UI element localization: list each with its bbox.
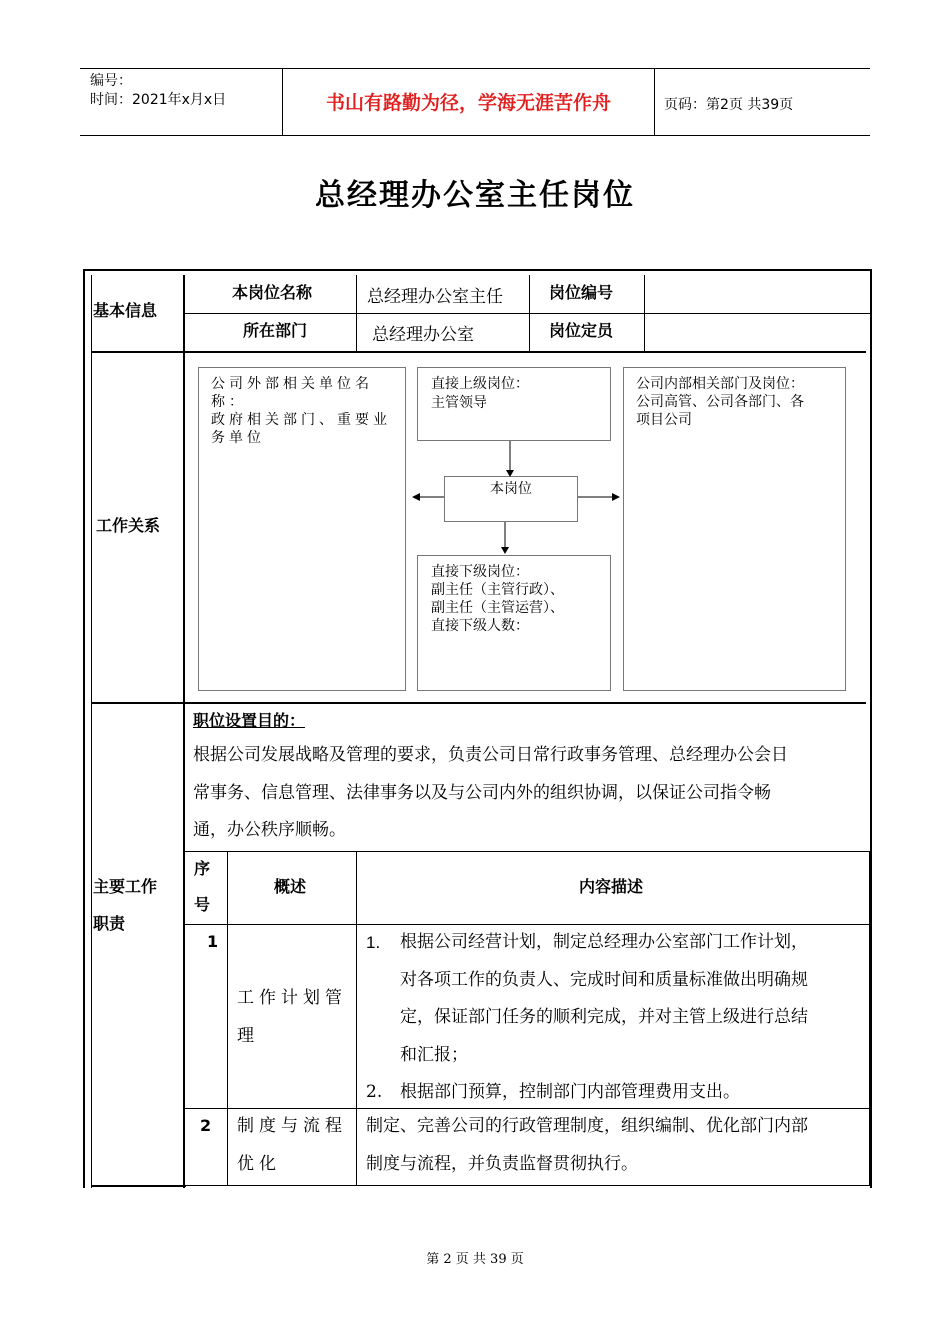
arrow-down-head-icon: [501, 547, 509, 554]
grid-line: [185, 1185, 870, 1186]
page-footer: 第 2 页 共 39 页: [426, 1252, 524, 1267]
purpose-text: [193, 737, 868, 850]
col-summary: 概述: [274, 877, 307, 896]
header-top-rule: [80, 68, 870, 69]
row-content-line: 制定、完善公司的行政管理制度，组织编制、优化部门内部: [366, 1116, 808, 1136]
grid-line: [529, 275, 530, 352]
subordinate-line: 副主任（主管行政）、: [431, 582, 564, 598]
row-content: [366, 1108, 866, 1183]
grid-line: [227, 851, 228, 1185]
row-summary: [237, 1108, 347, 1183]
staffing-label: 岗位定员: [549, 321, 614, 340]
arrow-right-head-icon: [612, 493, 620, 501]
superior-title: 直接上级岗位：: [431, 376, 529, 392]
grid-line: [356, 275, 357, 352]
header-bottom-rule: [80, 135, 870, 136]
external-units-line: 政府相关部门、重要业: [211, 412, 391, 428]
header-page-info: 页码：第2页 共39页: [664, 97, 794, 113]
subordinate-line: 直接下级人数：: [431, 618, 529, 634]
arrow-down-head-icon: [506, 470, 514, 477]
position-name-value: 总经理办公室主任: [367, 287, 503, 307]
purpose-title: 职位设置目的：: [193, 711, 306, 730]
content-item-line: 定，保证部门任务的顺利完成，并对主管上级进行总结: [400, 1007, 808, 1027]
content-item-line: 对各项工作的负责人、完成时间和质量标准做出明确规: [400, 969, 808, 990]
header-motto: 书山有路勤为径，学海无涯苦作舟: [325, 92, 611, 114]
purpose-line: 根据公司发展战略及管理的要求，负责公司日常行政事务管理、总经理办公会日: [193, 745, 788, 765]
subordinate-title: 直接下级岗位：: [431, 564, 529, 580]
grid-line: [644, 275, 645, 352]
content-item-line: 根据公司经营计划，制定总经理办公室部门工作计划，: [400, 932, 808, 952]
superior-value: 主管领导: [431, 395, 487, 411]
row-summary-line: 制度与流程: [237, 1116, 347, 1136]
row-content: [366, 924, 866, 1112]
header-divider: [654, 68, 655, 135]
purpose-line: 通，办公秩序顺畅。: [193, 820, 346, 840]
duties-label-1: 主要工作: [93, 877, 158, 896]
row-content-line: 制度与流程，并负责监督贯彻执行。: [366, 1153, 638, 1174]
row-summary-line: 理: [237, 1025, 259, 1046]
grid-line: [185, 851, 870, 852]
internal-units-title: 公司内部相关部门及岗位：: [636, 376, 804, 392]
row-summary: [237, 980, 347, 1055]
content-item-line: 根据部门预算，控制部门内部管理费用支出。: [400, 1082, 740, 1102]
label-column-inner: [91, 275, 92, 1188]
external-units-line: 务单位: [211, 430, 265, 446]
internal-units-text: [636, 375, 804, 429]
content-item: [366, 1074, 866, 1112]
header-number: 编号：: [90, 73, 132, 89]
work-relations-label: 工作关系: [96, 516, 161, 535]
col-seq-2: 号: [194, 895, 211, 914]
internal-units-line: 公司高管、公司各部门、各: [636, 394, 804, 410]
relation-arrows: [400, 440, 630, 560]
basic-info-label: 基本信息: [93, 301, 158, 320]
col-seq-1: 序: [194, 859, 211, 878]
row-seq: 1: [207, 932, 219, 951]
row-summary-line: 工作计划管: [237, 988, 347, 1008]
position-name-label: 本岗位名称: [232, 283, 313, 302]
grid-line: [356, 851, 357, 1185]
label-column-divider: [183, 275, 185, 1188]
page-title: 总经理办公室主任岗位: [315, 178, 635, 213]
grid-line: [869, 851, 870, 1185]
header-time: 时间：2021年x月x日: [90, 92, 227, 108]
header-meta: [90, 72, 226, 110]
external-units-text: [211, 375, 397, 447]
row-summary-line: 优化: [237, 1153, 281, 1174]
external-units-title: 公司外部相关单位名称：: [211, 376, 373, 410]
position-code-label: 岗位编号: [549, 283, 614, 302]
internal-units-line: 项目公司: [636, 412, 692, 428]
self-position-label: 本岗位: [490, 481, 532, 497]
section-divider: [91, 1185, 186, 1187]
purpose-line: 常事务、信息管理、法律事务以及与公司内外的组织协调，以保证公司指令畅: [193, 782, 771, 803]
subordinate-text: [431, 563, 564, 635]
col-content: 内容描述: [579, 877, 644, 896]
row-seq: 2: [200, 1116, 212, 1135]
content-item-num: 2.: [366, 1082, 383, 1102]
duties-label-2: 职责: [93, 914, 126, 933]
section-divider: [91, 351, 866, 353]
arrow-left-head-icon: [412, 493, 420, 501]
content-item-line: 和汇报；: [400, 1044, 468, 1065]
department-label: 所在部门: [243, 321, 308, 340]
content-item-num: 1.: [366, 933, 381, 952]
department-value: 总经理办公室: [372, 325, 474, 345]
subordinate-line: 副主任（主管运营）、: [431, 600, 564, 616]
content-item: [366, 924, 866, 1074]
